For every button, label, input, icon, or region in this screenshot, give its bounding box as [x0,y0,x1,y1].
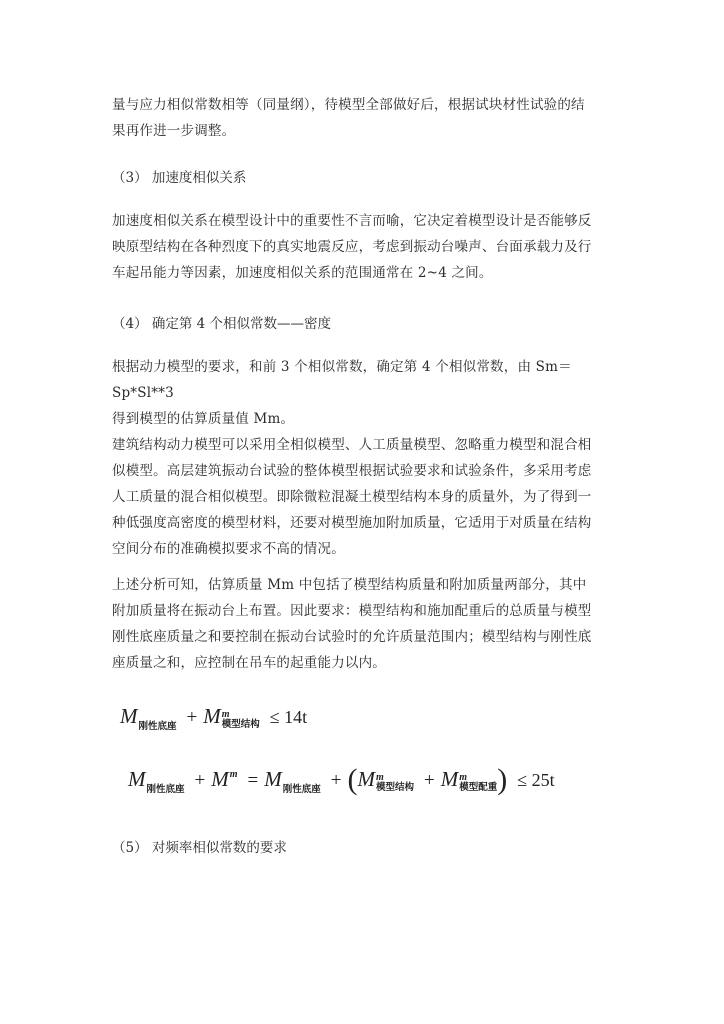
formula-operator: = [247,770,259,791]
formula-mass-limit-14t [120,704,313,732]
text-line: 种低强度高密度的模型材料，还要对模型施加附加质量，它适用于对质量在结构 [112,515,592,531]
formula-operator: + [186,707,198,728]
formula-subscript: 刚性底座 [138,721,177,732]
formula-symbol: M [128,767,146,791]
text-line: 量与应力相似常数相等（同量纲），待模型全部做好后，根据试块材性试验的结 [112,97,585,113]
formula-symbol: M [203,704,221,728]
text-line: 车起吊能力等因素，加速度相似关系的范围通常在 2~4 之间。 [112,265,493,281]
text-line: 附加质量将在振动台上布置。因此要求：模型结构和施加配重后的总质量与模型 [112,603,592,619]
formula-symbol: M [264,767,282,791]
section-heading-4: （4） 确定第 4 个相似常数——密度 [112,316,332,332]
formula-symbol: M [211,767,229,791]
formula-superscript: m [229,769,238,780]
formula-superscript: m [221,709,230,721]
formula-mass-limit-25t [128,760,561,794]
formula-symbol: M [357,767,375,791]
formula-subscript: 模型结构 [221,719,260,731]
paragraph-similarity-adjust [112,92,618,144]
section-heading-3: （3） 加速度相似关系 [112,170,247,186]
text-line: 人工质量的混合相似模型。即除微粒混凝土模型结构本身的质量外，为了得到一 [112,489,592,505]
text-line: 似模型。高层建筑振动台试验的整体模型根据试验要求和试验条件，多采用考虑 [112,463,592,479]
formula-sup-sub [376,773,414,793]
text-line: 建筑结构动力模型可以采用全相似模型、人工质量模型、忽略重力模型和混合相 [112,437,592,453]
text-line: 座质量之和，应控制在吊车的起重能力以内。 [112,655,386,671]
paragraph-density [112,354,618,562]
formula-relation: ≤ 25t [517,770,555,790]
formula-subscript: 刚性底座 [146,784,185,795]
formula-subscript: 模型结构 [375,782,414,794]
section-heading-5: （5） 对频率相似常数的要求 [112,840,287,856]
formula-sup-sub [459,773,497,793]
text-line: 加速度相似关系在模型设计中的重要性不言而喻，它决定着模型设计是否能够反 [112,213,592,229]
formula-superscript: m [459,772,467,784]
paragraph-acceleration [112,208,618,286]
formula-paren-close: ) [497,763,508,796]
formula-paren-open: ( [347,763,358,796]
text-line: 根据动力模型的要求，和前 3 个相似常数，确定第 4 个相似常数，由 Sm＝Sp*Sl**3 [112,359,572,401]
formula-sup-sub [222,710,260,730]
formula-operator: + [330,770,342,791]
formula-subscript: 刚性底座 [282,784,321,795]
text-line: 得到模型的估算质量值 Mm。 [112,411,295,427]
text-line: 上述分析可知，估算质量 Mm 中包括了模型结构质量和附加质量两部分，其中 [112,577,587,593]
text-line: 空间分布的准确模拟要求不高的情况。 [112,541,345,557]
formula-subscript: 模型配重 [459,782,498,794]
text-line: 果再作进一步调整。 [112,123,236,139]
formula-symbol: M [440,767,459,791]
formula-operator: + [194,770,206,791]
text-line: 刚性底座质量之和要控制在振动台试验时的允许质量范围内；模型结构与刚性底 [112,629,592,645]
text-line: 映原型结构在各种烈度下的真实地震反应，考虑到振动台噪声、台面承载力及行 [112,239,592,255]
formula-symbol: M [120,704,138,728]
formula-relation: ≤ 14t [269,707,308,727]
formula-operator: + [423,770,435,791]
paragraph-mass-analysis [112,572,618,676]
formula-superscript: m [375,772,384,784]
